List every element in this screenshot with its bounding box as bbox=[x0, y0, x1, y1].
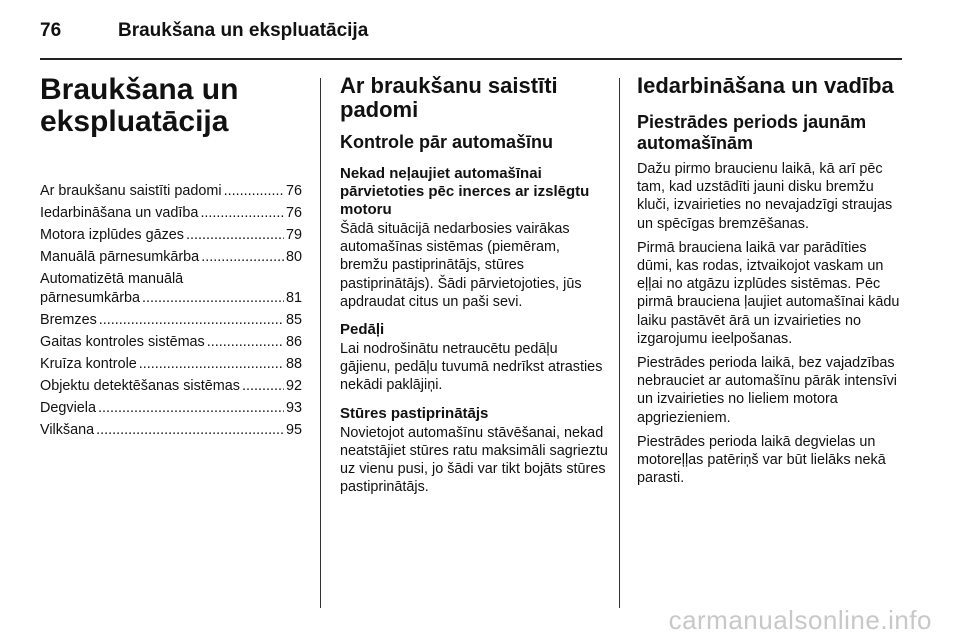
paragraph: Piestrādes perioda laikā, bez vajadzības nebrauciet ar automašīnu pārāk intensīvi un izvairieties no lieliem motora apgriezieniem. bbox=[637, 355, 897, 426]
toc-item[interactable] bbox=[40, 182, 302, 201]
toc-page: 80 bbox=[285, 249, 302, 265]
toc-leader bbox=[96, 421, 284, 440]
topic-text: Lai nodrošinātu netraucētu pedāļu gājienu, pedāļu tuvumā nedrīkst atrasties nekādi paklājiņi. bbox=[340, 341, 603, 394]
column-divider-2 bbox=[619, 78, 620, 608]
topic-text: Novietojot automašīnu stāvēšanai, nekad neatstājiet stūres ratu maksimāli sagrieztu uz vienu pusi, jo šādi var tikt bojāts stūres pastiprinātājs. bbox=[340, 424, 608, 496]
toc-column bbox=[40, 74, 302, 443]
chapter-title: Braukšana un ekspluatācija bbox=[40, 73, 239, 138]
subsection-title: Kontrole pār automašīnu bbox=[340, 132, 554, 152]
toc-leader bbox=[139, 355, 284, 374]
toc-leader bbox=[201, 248, 284, 267]
toc-item[interactable] bbox=[40, 355, 302, 374]
toc-item[interactable] bbox=[40, 333, 302, 352]
toc-leader bbox=[142, 289, 284, 308]
toc-item[interactable] bbox=[40, 377, 302, 396]
starting-column bbox=[637, 74, 902, 493]
toc-page: 81 bbox=[285, 290, 302, 306]
toc-leader bbox=[186, 226, 284, 245]
table-of-contents bbox=[40, 182, 302, 440]
paragraph: Dažu pirmo braucienu laikā, kā arī pēc tam, kad uzstādīti jauni disku bremžu kluči, izvairieties no nevajadzīgi straujas un spēcīgas bremzēšanas. bbox=[637, 161, 893, 232]
toc-item[interactable] bbox=[40, 270, 302, 308]
running-title: Braukšana un ekspluatācija bbox=[118, 20, 369, 41]
toc-label: Iedarbināšana un vadība bbox=[40, 205, 199, 221]
toc-leader bbox=[207, 333, 284, 352]
topic-heading: Pedāļi bbox=[340, 321, 385, 339]
toc-label: Gaitas kontroles sistēmas bbox=[40, 334, 205, 350]
toc-page: 86 bbox=[285, 334, 302, 350]
toc-label: Vilkšana bbox=[40, 422, 95, 438]
toc-item[interactable] bbox=[40, 311, 302, 330]
toc-item[interactable] bbox=[40, 248, 302, 267]
toc-label: Motora izplūdes gāzes bbox=[40, 227, 184, 243]
subsection-title: Piestrādes periods jaunām automašīnām bbox=[637, 112, 867, 153]
paragraph: Piestrādes perioda laikā degvielas un motoreļļas patēriņš var būt lielāks nekā parasti. bbox=[637, 433, 886, 487]
page-header bbox=[40, 14, 902, 54]
toc-leader bbox=[98, 399, 284, 418]
toc-label: Objektu detektēšanas sistēmas bbox=[40, 378, 240, 394]
toc-item[interactable] bbox=[40, 421, 302, 440]
toc-page: 88 bbox=[285, 356, 302, 372]
topic-text: Šādā situācijā nedarbosies vairākas automašīnas sistēmas (piemēram, bremžu pastiprinātājs, stūres pastiprinātājs). Šādi pārvietojoties, jūs apdraudat citus un paši sevi. bbox=[340, 221, 582, 310]
toc-page: 76 bbox=[285, 205, 302, 221]
toc-label: pārnesumkārba bbox=[40, 290, 140, 306]
toc-label-line1: Automatizētā manuālā bbox=[40, 271, 184, 287]
header-rule bbox=[40, 58, 902, 60]
page-number: 76 bbox=[40, 20, 62, 41]
toc-label: Ar braukšanu saistīti padomi bbox=[40, 183, 222, 199]
toc-page: 95 bbox=[285, 422, 302, 438]
column-divider-1 bbox=[320, 78, 321, 608]
toc-leader bbox=[200, 204, 284, 223]
driving-tips-column bbox=[340, 74, 610, 502]
toc-label: Degviela bbox=[40, 400, 96, 416]
toc-item[interactable] bbox=[40, 399, 302, 418]
watermark: carmanualsonline.info bbox=[668, 605, 932, 635]
topic-heading: Stūres pastiprinātājs bbox=[340, 404, 489, 422]
toc-page: 79 bbox=[285, 227, 302, 243]
toc-page: 93 bbox=[285, 400, 302, 416]
section-title: Iedarbināšana un vadība bbox=[637, 73, 894, 98]
topic-heading: Nekad neļaujiet automašīnai pārvietoties pēc inerces ar izslēgtu motoru bbox=[340, 165, 590, 218]
toc-label: Manuālā pārnesumkārba bbox=[40, 249, 200, 265]
toc-item[interactable] bbox=[40, 204, 302, 223]
toc-leader bbox=[224, 182, 284, 201]
toc-label: Kruīza kontrole bbox=[40, 356, 137, 372]
toc-item[interactable] bbox=[40, 226, 302, 245]
paragraph: Pirmā brauciena laikā var parādīties dūmi, kas rodas, iztvaikojot vaskam un eļļai no atgāzu izplūdes sistēmas. Pēc pirmā brauciena ļaujiet automašīnai kādu laiku pastāvēt ārā un izvairieties no izgarojumu ieelpošanas. bbox=[637, 239, 900, 347]
toc-leader bbox=[242, 377, 284, 396]
toc-page: 85 bbox=[285, 312, 302, 328]
toc-label: Bremzes bbox=[40, 312, 97, 328]
toc-page: 76 bbox=[285, 183, 302, 199]
toc-page: 92 bbox=[285, 378, 302, 394]
section-title: Ar braukšanu saistīti padomi bbox=[340, 73, 558, 122]
toc-leader bbox=[99, 311, 284, 330]
